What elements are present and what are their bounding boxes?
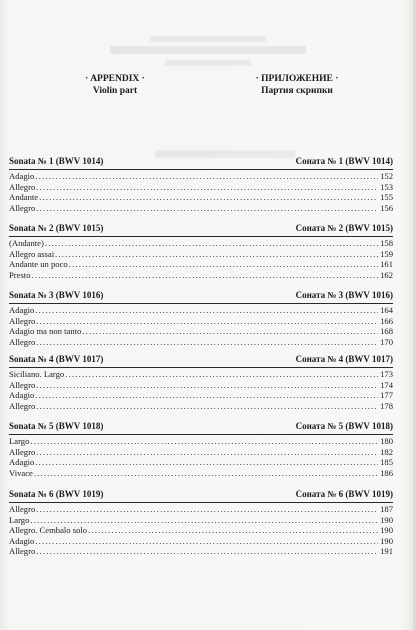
leader-dots [35, 457, 378, 468]
movement-name: Adagio [9, 535, 35, 546]
movement-name: Adagio [9, 305, 35, 315]
leader-dots [30, 436, 378, 447]
page-number: 164 [380, 305, 393, 315]
section-title-ru: Соната № 5 (BWV 1018) [295, 421, 393, 431]
section-title-en: Sonata № 4 (BWV 1017) [9, 354, 104, 364]
toc-entry[interactable] [9, 203, 393, 214]
page-number: 156 [380, 202, 393, 213]
movement-name: Allegro [9, 546, 36, 557]
leader-dots [36, 380, 378, 391]
section-heading [9, 223, 393, 235]
movement-name: Allegro [9, 400, 36, 411]
leader-dots [36, 401, 378, 412]
toc-entry[interactable] [9, 337, 393, 348]
toc-entry[interactable] [9, 401, 393, 412]
toc-entry[interactable] [9, 536, 393, 547]
section-title-ru: Соната № 4 (BWV 1017) [295, 354, 393, 364]
movement-name: Adagio [9, 457, 35, 468]
section-rule [9, 303, 393, 304]
movement-name: Adagio [9, 390, 35, 401]
leader-dots [69, 259, 378, 270]
toc-entry[interactable] [9, 525, 393, 536]
section-rule [9, 434, 393, 435]
section-heading [9, 156, 393, 168]
show-through-decoration [150, 36, 266, 42]
section-heading [9, 354, 393, 366]
section-rule [9, 367, 393, 368]
page-number: 170 [380, 336, 393, 347]
toc-entry[interactable] [9, 468, 393, 479]
leader-dots [45, 238, 378, 249]
show-through-decoration [165, 60, 251, 66]
leader-dots [36, 447, 378, 458]
section-rule [9, 169, 393, 170]
movement-name: (Andante) [9, 238, 44, 248]
movement-name: Presto [9, 269, 31, 280]
leader-dots [36, 504, 378, 515]
page-number: 187 [380, 504, 393, 514]
toc-entry[interactable] [9, 326, 393, 337]
page-number: 159 [380, 248, 393, 259]
page-number: 180 [380, 436, 393, 446]
page-number: 168 [380, 326, 393, 337]
movement-name: Adagio ma non tanto [9, 326, 82, 337]
page-number: 178 [380, 400, 393, 411]
toc-entry[interactable] [9, 504, 393, 515]
page-number: 173 [380, 369, 393, 379]
leader-dots [35, 171, 378, 182]
show-through-decoration [110, 46, 306, 54]
sonata-4-section [9, 354, 393, 411]
movement-name: Allegro. Cembalo solo [9, 525, 88, 536]
page-number: 177 [380, 390, 393, 401]
section-title-en: Sonata № 6 (BWV 1019) [9, 489, 104, 499]
sonata-6-section [9, 489, 393, 557]
section-title-ru: Соната № 1 (BWV 1014) [295, 156, 393, 166]
appendix-title-en: · APPENDIX · [85, 74, 145, 84]
toc-entry[interactable] [9, 182, 393, 193]
toc-entry[interactable] [9, 305, 393, 316]
toc-entry[interactable] [9, 316, 393, 327]
page-number: 152 [380, 171, 393, 181]
leader-dots [36, 337, 378, 348]
movement-name: Allegro [9, 202, 36, 213]
page-number: 162 [380, 269, 393, 280]
page-number: 182 [380, 446, 393, 457]
leader-dots [36, 203, 378, 214]
appendix-header-en [40, 73, 190, 97]
page-number: 190 [380, 514, 393, 525]
sonata-2-section [9, 223, 393, 280]
toc-entry[interactable] [9, 546, 393, 557]
movement-name: Andante [9, 192, 39, 203]
toc-entry[interactable] [9, 192, 393, 203]
toc-entry[interactable] [9, 436, 393, 447]
movement-name: Siciliano. Largo [9, 369, 65, 379]
page-number: 153 [380, 181, 393, 192]
toc-entry[interactable] [9, 249, 393, 260]
leader-dots [34, 468, 378, 479]
toc-entry[interactable] [9, 259, 393, 270]
section-title-en: Sonata № 1 (BWV 1014) [9, 156, 104, 166]
section-rule [9, 502, 393, 503]
toc-entry[interactable] [9, 171, 393, 182]
appendix-subtitle-en: Violin part [92, 86, 138, 96]
page-number: 155 [380, 192, 393, 203]
toc-entry[interactable] [9, 238, 393, 249]
movement-name: Allegro [9, 379, 36, 390]
movement-name: Allegro assai [9, 248, 55, 259]
page-number: 166 [380, 315, 393, 326]
movement-name: Allegro [9, 315, 36, 326]
section-heading [9, 290, 393, 302]
leader-dots [35, 390, 378, 401]
leader-dots [30, 515, 378, 526]
leader-dots [35, 305, 378, 316]
appendix-header-ru [222, 73, 372, 97]
leader-dots [82, 326, 378, 337]
movement-name: Vivace [9, 467, 33, 478]
movement-name: Andante un poco [9, 259, 68, 270]
page-number: 161 [380, 259, 393, 270]
movement-name: Adagio [9, 171, 35, 181]
sonata-5-section [9, 421, 393, 478]
page-number: 186 [380, 467, 393, 478]
section-title-ru: Соната № 6 (BWV 1019) [295, 489, 393, 499]
section-title-en: Sonata № 5 (BWV 1018) [9, 421, 104, 431]
page-number: 191 [380, 546, 393, 557]
movement-name: Allegro [9, 504, 36, 514]
movement-name: Allegro [9, 336, 36, 347]
toc-entry[interactable] [9, 390, 393, 401]
page-number: 158 [380, 238, 393, 248]
leader-dots [39, 192, 378, 203]
toc-entry[interactable] [9, 270, 393, 281]
section-title-ru: Соната № 2 (BWV 1015) [295, 223, 393, 233]
toc-entry[interactable] [9, 447, 393, 458]
leader-dots [88, 525, 378, 536]
page-number: 190 [380, 525, 393, 536]
appendix-title-ru: · ПРИЛОЖЕНИЕ · [255, 74, 339, 84]
section-rule [9, 236, 393, 237]
page-number: 174 [380, 379, 393, 390]
leader-dots [36, 316, 378, 327]
toc-entry[interactable] [9, 515, 393, 526]
leader-dots [55, 249, 378, 260]
section-heading [9, 421, 393, 433]
leader-dots [65, 369, 378, 380]
section-title-en: Sonata № 3 (BWV 1016) [9, 290, 104, 300]
leader-dots [31, 270, 378, 281]
toc-entry[interactable] [9, 369, 393, 380]
leader-dots [36, 182, 378, 193]
section-heading [9, 489, 393, 501]
page-number: 190 [380, 535, 393, 546]
sonata-1-section [9, 156, 393, 213]
movement-name: Allegro [9, 446, 36, 457]
section-title-ru: Соната № 3 (BWV 1016) [295, 290, 393, 300]
appendix-subtitle-ru: Партия скрипки [261, 86, 333, 96]
sonata-3-section [9, 290, 393, 347]
movement-name: Allegro [9, 181, 36, 192]
leader-dots [36, 546, 378, 557]
section-title-en: Sonata № 2 (BWV 1015) [9, 223, 104, 233]
page-number: 185 [380, 457, 393, 468]
toc-entry[interactable] [9, 457, 393, 468]
movement-name: Largo [9, 514, 30, 525]
leader-dots [35, 536, 378, 547]
movement-name: Largo [9, 436, 30, 446]
toc-entry[interactable] [9, 380, 393, 391]
